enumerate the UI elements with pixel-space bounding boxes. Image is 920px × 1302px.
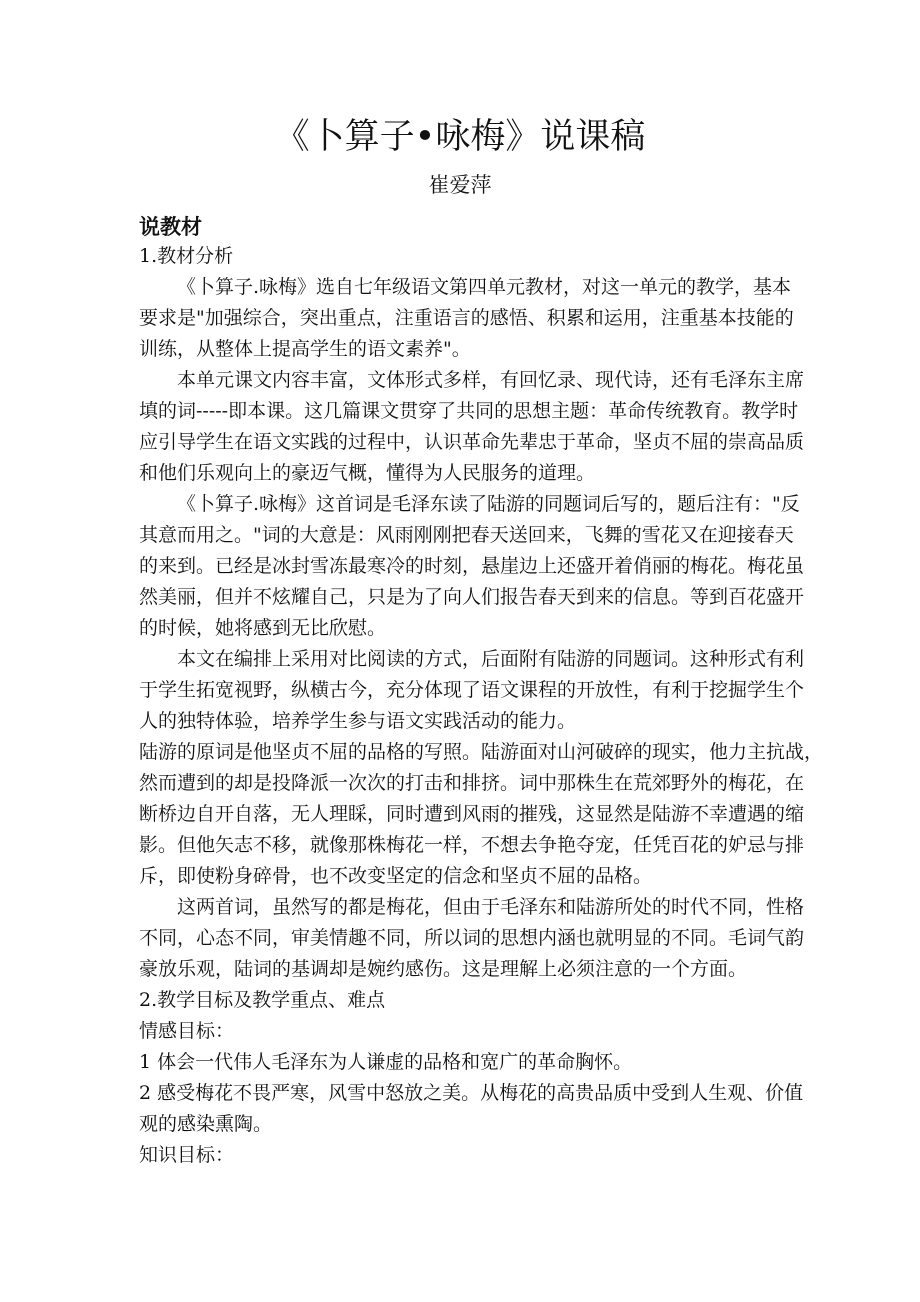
text-line: 这两首词，虽然写的都是梅花，但由于毛泽东和陆游所处的时代不同，性格 [177,896,805,918]
text-line: 于学生拓宽视野，纵横古今，充分体现了语文课程的开放性，有利于挖掘学生个 [139,679,805,701]
document-title: 《卜算子•咏梅》说课稿 [274,117,646,157]
text-line: 本文在编排上采用对比阅读的方式，后面附有陆游的同题词。这种形式有利 [177,648,805,670]
text-line: 陆游的原词是他坚贞不屈的品格的写照。陆游面对山河破碎的现实，他力主抗战， [139,741,824,763]
text-line: 和他们乐观向上的豪迈气概，懂得为人民服务的道理。 [139,462,596,484]
text-line: 然而遭到的却是投降派一次次的打击和排挤。词中那株生在荒郊野外的梅花，在 [139,772,805,794]
document-author: 崔爱萍 [428,173,492,197]
text-line: 斥，即使粉身碎骨，也不改变坚定的信念和坚贞不屈的品格。 [139,865,653,887]
text-line: 观的感染熏陶。 [139,1113,273,1135]
text-line: 填的词-----即本课。这几篇课文贯穿了共同的思想主题：革命传统教育。教学时 [139,400,799,422]
text-line: 2.教学目标及教学重点、难点 [139,989,386,1011]
section-heading: 说教材 [139,215,202,239]
text-line: 2 感受梅花不畏严寒，风雪中怒放之美。从梅花的高贵品质中受到人生观、价值 [139,1082,804,1104]
text-line: 训练，从整体上提高学生的语文素养"。 [139,338,471,360]
text-line: 应引导学生在语文实践的过程中，认识革命先辈忠于革命，坚贞不屈的崇高品质 [139,431,805,453]
text-line: 《卜算子.咏梅》选自七年级语文第四单元教材，对这一单元的教学，基本 [177,276,792,298]
text-line: 要求是"加强综合，突出重点，注重语言的感悟、积累和运用，注重基本技能的 [139,307,794,329]
text-line: 情感目标： [139,1020,235,1042]
text-line: 然美丽，但并不炫耀自己，只是为了向人们报告春天到来的信息。等到百花盛开 [139,586,805,608]
text-line: 1.教材分析 [139,245,234,267]
text-line: 其意而用之。"词的大意是：风雨刚刚把春天送回来，飞舞的雪花又在迎接春天 [139,524,794,546]
text-line: 知识目标： [139,1144,235,1166]
text-line: 《卜算子.咏梅》这首词是毛泽东读了陆游的同题词后写的，题后注有："反 [177,493,800,515]
text-line: 本单元课文内容丰富，文体形式多样，有回忆录、现代诗，还有毛泽东主席 [177,369,805,391]
text-line: 影。但他矢志不移，就像那株梅花一样，不想去争艳夺宠，任凭百花的妒忌与排 [139,834,805,856]
text-line: 断桥边自开自落，无人理睬，同时遭到风雨的摧残，这显然是陆游不幸遭遇的缩 [139,803,805,825]
text-line: 的来到。已经是冰封雪冻最寒冷的时刻，悬崖边上还盛开着俏丽的梅花。梅花虽 [139,555,805,577]
document-body [139,241,824,1171]
text-line: 不同，心态不同，审美情趣不同，所以词的思想内涵也就明显的不同。毛词气韵 [139,927,805,949]
text-line: 人的独特体验，培养学生参与语文实践活动的能力。 [139,710,577,732]
text-line: 1 体会一代伟人毛泽东为人谦虚的品格和宽广的革命胸怀。 [139,1051,633,1073]
text-line: 豪放乐观，陆词的基调却是婉约感伤。这是理解上必须注意的一个方面。 [139,958,748,980]
text-line: 的时候，她将感到无比欣慰。 [139,617,387,639]
